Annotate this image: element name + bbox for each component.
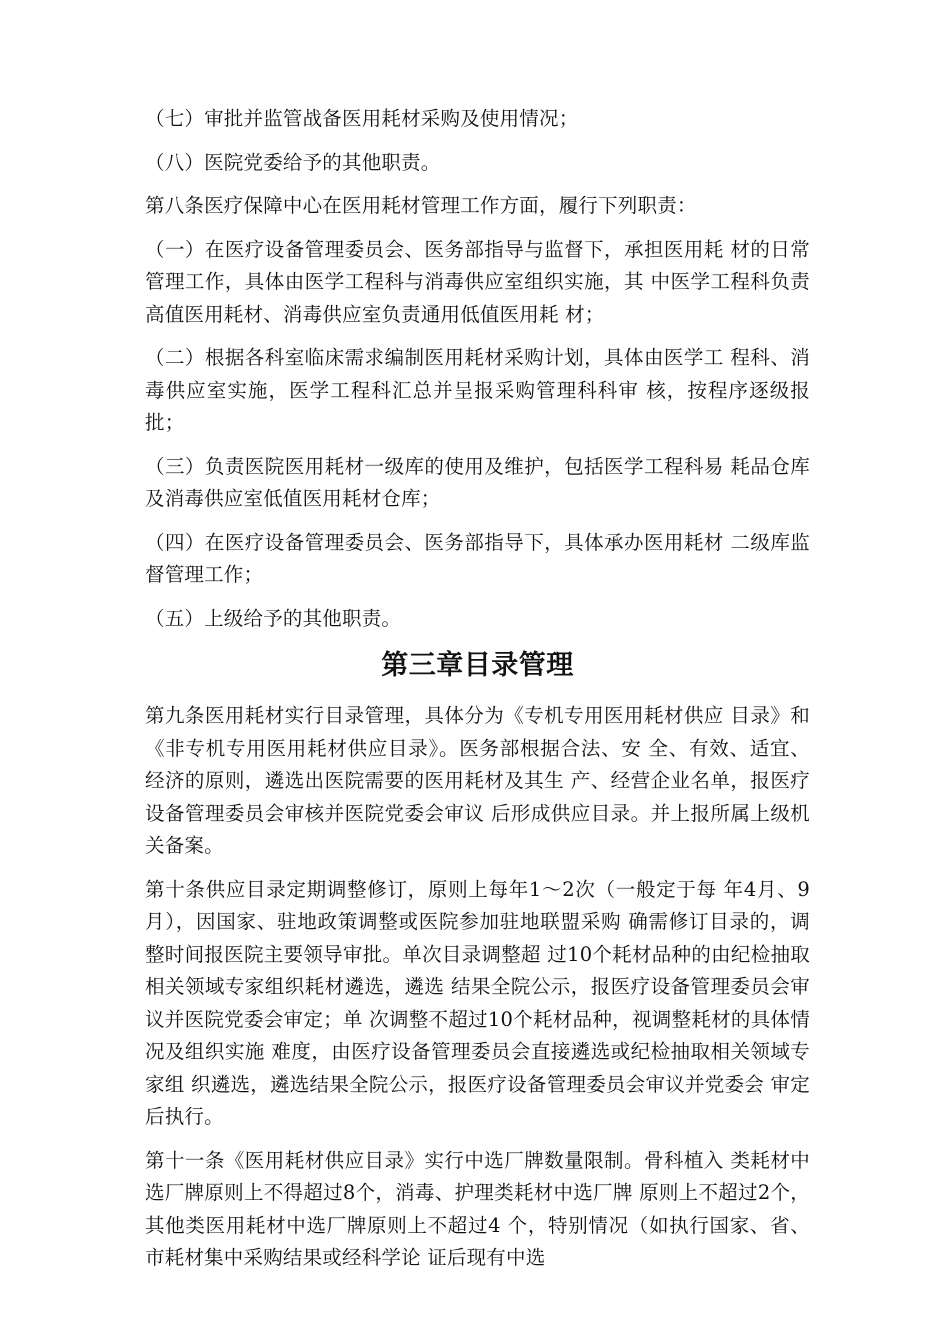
chapter-title: 第三章目录管理 — [381, 650, 574, 681]
article-10: 第十条供应目录定期调整修订，原则上每年1〜2次（一般定于每 年4月、9月），因国家、驻地政策调整或医院参加驻地联盟采购 确需修订目录的，调整时间报医院主要领导审批。单次目录调整超 过10个耗材品种的由纪检抽取相关领域专家组织耗材遴选，遴选 结果全院公示，报医疗设备管理委员会审议并医院党委会审定；单 次调整不超过10个耗材品种，视调整耗材的具体情况及组织实施 难度，由医疗设备管理委员会直接遴选或纪检抽取相关领域专家组 织遴选，遴选结果全院公示，报医疗设备管理委员会审议并党委会 审定后执行。 — [145, 877, 810, 1128]
article-8-item-4: （四）在医疗设备管理委员会、医务部指导下，具体承办医用耗材 二级库监督管理工作； — [145, 530, 810, 586]
article-8-item-5: （五）上级给予的其他职责。 — [145, 606, 402, 630]
paragraph-item-7: （七）审批并监管战备医用耗材采购及使用情况； — [145, 107, 579, 130]
article-8-item-1: （一）在医疗设备管理委员会、医务部指导与监督下，承担医用耗 材的日常管理工作，具体由医学工程科与消毒供应室组织实施，其 中医学工程科负责高值医用耗材、消毒供应室负责通用低值医用耗 材； — [145, 237, 810, 326]
article-8-item-3: （三）负责医院医用耗材一级库的使用及维护，包括医学工程科易 耗品仓库及消毒供应室低值医用耗材仓库； — [145, 454, 810, 510]
article-9: 第九条医用耗材实行目录管理，具体分为《专机专用医用耗材供应 目录》和《非专机专用医用耗材供应目录》。医务部根据合法、安 全、有效、适宜、经济的原则，遴选出医院需要的医用耗材及其生 产、经营企业名单，报医疗设备管理委员会审核并医院党委会审议 后形成供应目录。并上报所属上级机关备案。 — [145, 704, 810, 857]
article-11: 第十一条《医用耗材供应目录》实行中选厂牌数量限制。骨科植入 类耗材中选厂牌原则上不得超过8个，消毒、护理类耗材中选厂牌 原则上不超过2个，其他类医用耗材中选厂牌原则上不超过4 个，特别情况（如执行国家、省、市耗材集中采购结果或经科学论 证后现有中选 — [145, 1148, 810, 1269]
paragraph-item-8: （八）医院党委给予的其他职责。 — [145, 150, 441, 174]
article-8-item-2: （二）根据各科室临床需求编制医用耗材采购计划，具体由医学工 程科、消毒供应室实施，医学工程科汇总并呈报采购管理科科审 核，按程序逐级报批； — [145, 346, 810, 434]
document-page — [145, 103, 810, 1286]
article-8-heading: 第八条医疗保障中心在医用耗材管理工作方面，履行下列职责： — [145, 194, 697, 217]
